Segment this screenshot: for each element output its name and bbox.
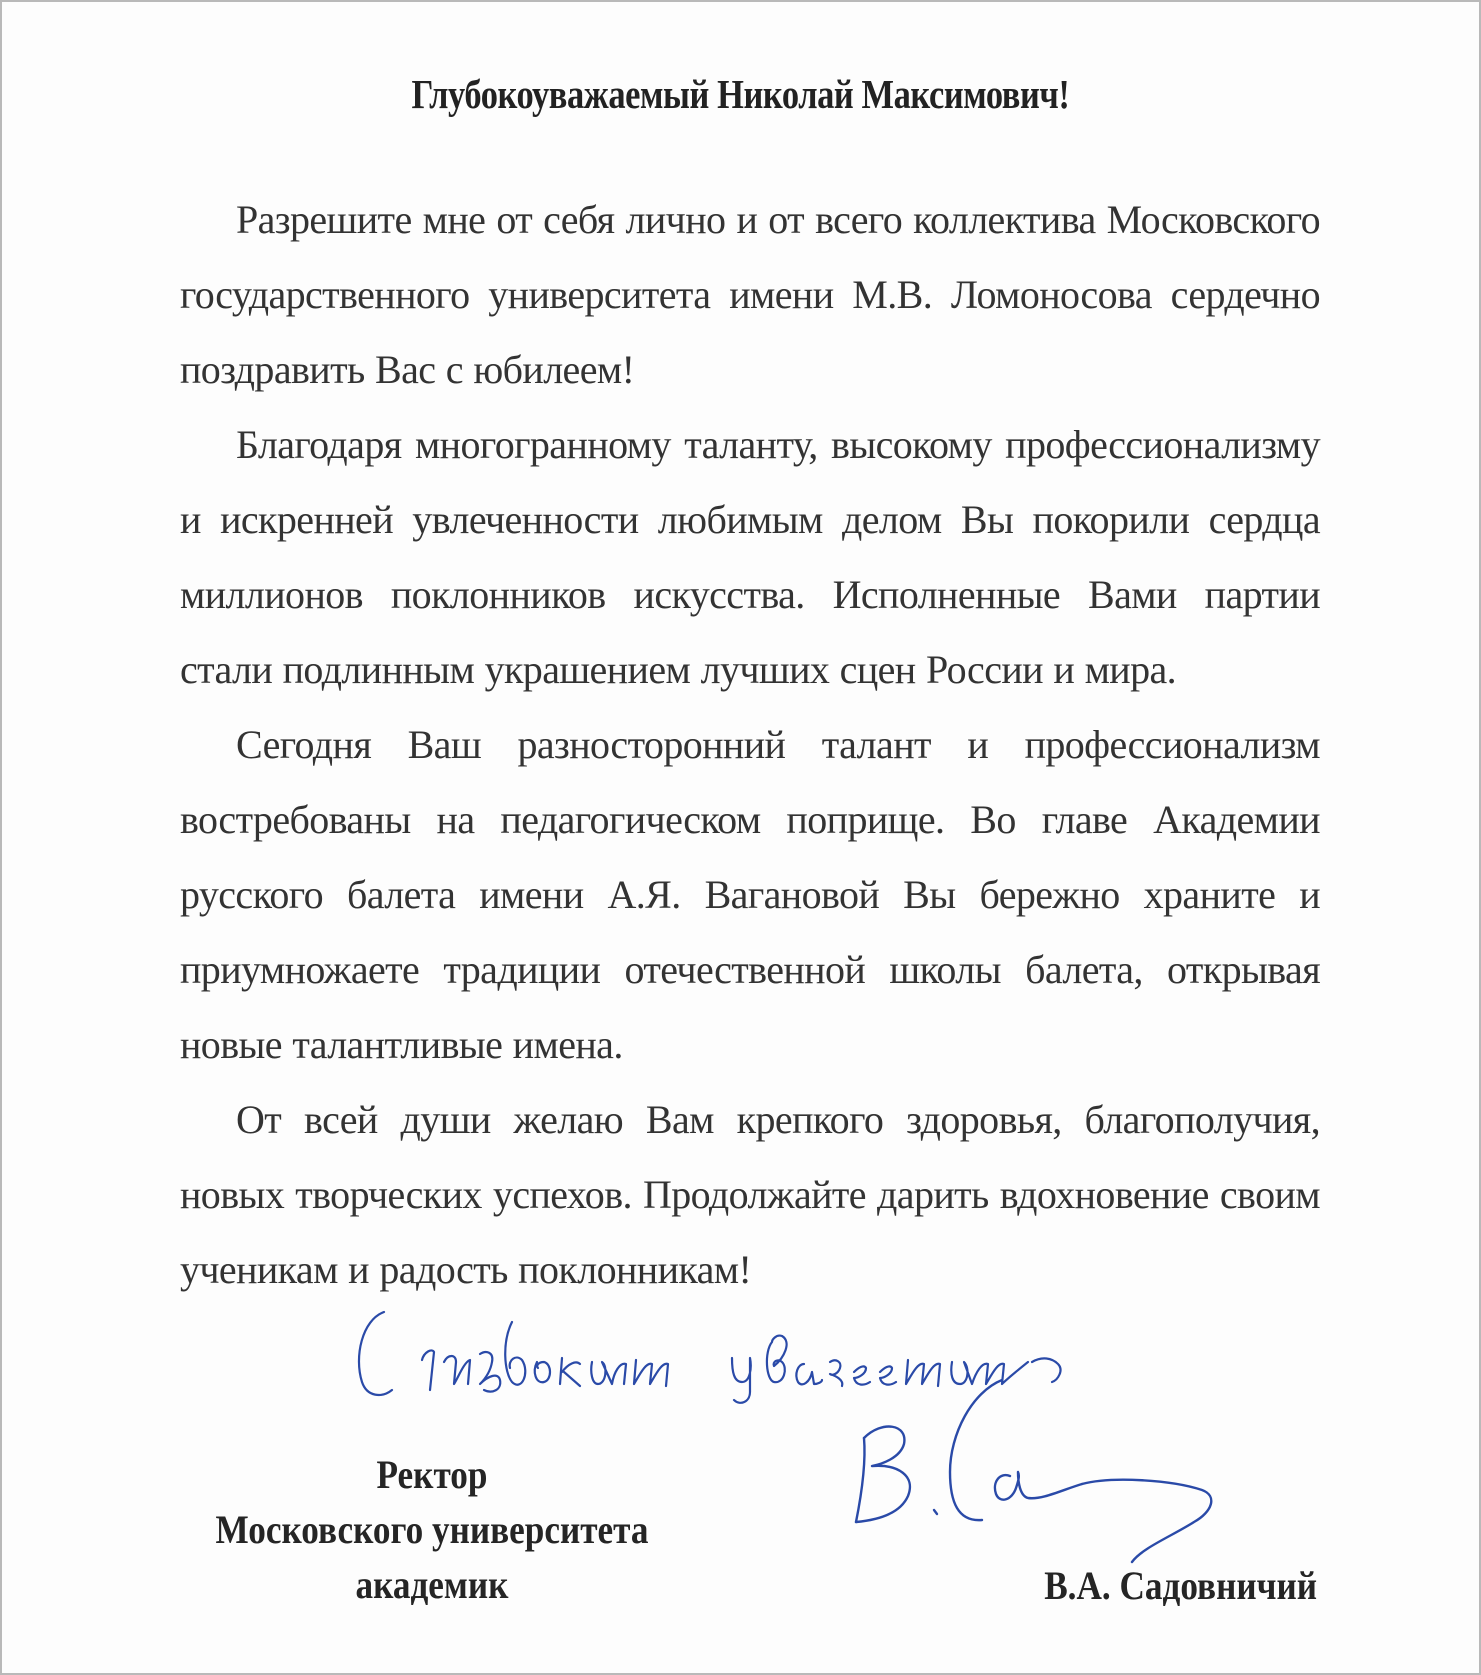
signer-name: В.А. Садовничий (1044, 1563, 1317, 1608)
paragraph: От всей души желаю Вам крепкого здоровья, благополучия, новых творческих успехов. Продолжайте дарить вдохновение своим ученикам и радость поклонникам! (180, 1097, 1320, 1292)
paragraph: Сегодня Ваш разносторонний талант и профессионализм востребованы на педагогическом поприще. Во главе Академии русского балета имени А.Я. Вагановой Вы бережно храните и приумножаете традиции отечественной школы балета, открывая новые талантливые имена. (180, 722, 1320, 1067)
title-line: академик (355, 1562, 509, 1607)
signer-title (194, 1447, 669, 1612)
paragraph: Благодаря многогранному таланту, высокому профессионализму и искренней увлеченности любимым делом Вы покорили сердца миллионов поклонников искусства. Исполненные Вами партии стали подлинным украшением лучших сцен России и мира. (180, 422, 1320, 692)
title-line: Московского университета (215, 1507, 649, 1552)
title-line: Ректор (376, 1452, 488, 1497)
paragraph: Разрешите мне от себя лично и от всего коллектива Московского государственного университета имени М.В. Ломоносова сердечно поздравить Вас с юбилеем! (180, 197, 1320, 392)
handwritten-signature (842, 1372, 1242, 1582)
letter-body (180, 182, 1320, 1307)
letter-greeting: Глубокоуважаемый Николай Максимович! (411, 71, 1070, 117)
